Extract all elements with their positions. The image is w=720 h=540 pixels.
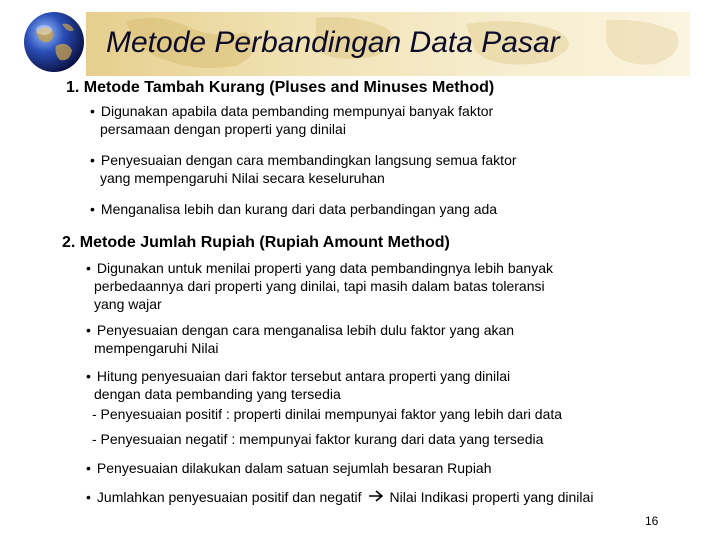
bullet-icon: • xyxy=(86,460,91,476)
list-item-continuation: yang mempengaruhi Nilai secara keseluruhan xyxy=(100,170,385,186)
slide-title: Metode Perbandingan Data Pasar xyxy=(106,26,560,59)
section2-heading: 2. Metode Jumlah Rupiah (Rupiah Amount Method) xyxy=(62,234,450,251)
list-item: • Hitung penyesuaian dari faktor tersebut antara properti yang dinilai xyxy=(86,368,511,384)
list-item-continuation: mempengaruhi Nilai xyxy=(94,340,219,356)
bullet-icon: • xyxy=(90,152,95,168)
list-item: • Penyesuaian dilakukan dalam satuan sejumlah besaran Rupiah xyxy=(86,460,492,476)
page-number: 16 xyxy=(645,514,659,528)
list-item-subpoint: - Penyesuaian positif : properti dinilai mempunyai faktor yang lebih dari data xyxy=(92,406,563,422)
globe-icon xyxy=(22,10,86,74)
list-item-continuation: yang wajar xyxy=(94,296,162,312)
bullet-icon: • xyxy=(86,489,91,505)
bullet-icon: • xyxy=(86,260,91,276)
list-item-subpoint: - Penyesuaian negatif : mempunyai faktor kurang dari data yang tersedia xyxy=(92,431,544,447)
list-item: • Jumlahkan penyesuaian positif dan negatif Nilai Indikasi properti yang dinilai xyxy=(86,489,594,505)
list-item: • Digunakan untuk menilai properti yang data pembandingnya lebih banyak xyxy=(86,260,553,276)
list-item-continuation: dengan data pembanding yang tersedia xyxy=(94,386,341,402)
list-item-continuation: perbedaannya dari properti yang dinilai, tapi masih dalam batas toleransi xyxy=(94,278,545,294)
list-item-continuation: persamaan dengan properti yang dinilai xyxy=(100,121,346,137)
list-item: • Penyesuaian dengan cara membandingkan langsung semua faktor xyxy=(90,152,517,168)
list-item: • Menganalisa lebih dan kurang dari data perbandingan yang ada xyxy=(90,201,498,217)
bullet-icon: • xyxy=(86,322,91,338)
section1-heading: 1. Metode Tambah Kurang (Pluses and Minuses Method) xyxy=(66,79,495,96)
bullet-icon: • xyxy=(90,201,95,217)
bullet-icon: • xyxy=(90,103,95,119)
arrow-right-icon xyxy=(368,490,384,502)
bullet-icon: • xyxy=(86,368,91,384)
list-item: • Penyesuaian dengan cara menganalisa lebih dulu faktor yang akan xyxy=(86,322,515,338)
list-item: • Digunakan apabila data pembanding mempunyai banyak faktor xyxy=(90,103,494,119)
